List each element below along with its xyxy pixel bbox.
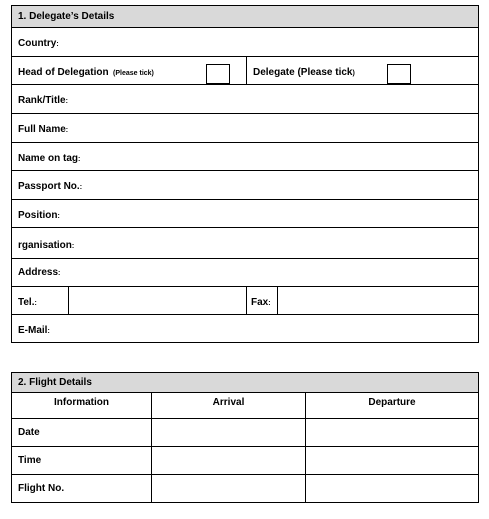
full-name-label: Full Name (18, 124, 66, 135)
full-name-suffix: : (65, 127, 69, 134)
rank-title-suffix: : (65, 98, 68, 105)
name-on-tag-field[interactable] (12, 143, 479, 171)
full-name-field[interactable] (12, 114, 479, 143)
date-departure-input[interactable] (306, 419, 479, 447)
address-field[interactable] (12, 259, 479, 287)
row-time-label: Time (12, 447, 152, 475)
time-departure-input[interactable] (306, 447, 479, 475)
organisation-field[interactable] (12, 228, 479, 259)
fax-label-cell (247, 287, 278, 315)
row-date-label: Date (12, 419, 152, 447)
date-arrival-input[interactable] (152, 419, 306, 447)
head-of-delegation-checkbox[interactable] (206, 64, 230, 84)
head-of-delegation-hint: (Please tick) (113, 69, 154, 77)
flight-section-title: 2. Flight Details (12, 373, 479, 393)
fax-input[interactable] (278, 287, 479, 315)
email-field[interactable] (12, 315, 479, 343)
row-flight-no-label: Flight No. (12, 475, 152, 503)
country-label: Country (18, 38, 57, 49)
delegate-label: Delegate (Please tick (253, 66, 353, 78)
address-label: Address (18, 267, 59, 278)
delegate-details-table (11, 5, 479, 343)
tel-suffix: : (34, 299, 37, 307)
flight-no-departure-input[interactable] (306, 475, 479, 503)
passport-label: Passport No. (18, 181, 80, 192)
fax-suffix: : (268, 299, 271, 307)
section-title: 1. Delegate’s Details (12, 6, 479, 28)
delegate-checkbox[interactable] (387, 64, 411, 84)
passport-field[interactable] (12, 171, 479, 200)
time-arrival-input[interactable] (152, 447, 306, 475)
rank-title-field[interactable] (12, 85, 479, 114)
tel-label: Tel. (18, 296, 35, 308)
name-on-tag-label: Name on tag (18, 152, 79, 164)
header-arrival: Arrival (152, 393, 306, 419)
header-departure: Departure (306, 393, 479, 419)
email-suffix: : (47, 327, 50, 335)
head-of-delegation-label: Head of Delegation (18, 66, 109, 78)
email-label: E-Mail (18, 324, 48, 336)
organisation-label: rganisation (18, 240, 72, 251)
address-suffix: : (58, 270, 61, 277)
delegate-cell (247, 57, 479, 85)
name-on-tag-suffix: : (78, 155, 81, 163)
country-suffix: : (56, 41, 59, 48)
tel-input[interactable] (69, 287, 247, 315)
country-field[interactable] (12, 28, 479, 57)
flight-details-table (11, 372, 479, 503)
position-label: Position (18, 209, 58, 221)
position-suffix: : (57, 212, 60, 220)
position-field[interactable] (12, 200, 479, 228)
header-information: Information (12, 393, 152, 419)
head-of-delegation-cell (12, 57, 247, 85)
rank-title-label: Rank/Title (18, 95, 66, 106)
passport-suffix: : (79, 184, 83, 191)
delegate-hint: ) (352, 69, 355, 77)
tel-label-cell (12, 287, 69, 315)
fax-label: Fax (251, 296, 269, 308)
organisation-suffix: : (71, 243, 75, 250)
flight-no-arrival-input[interactable] (152, 475, 306, 503)
